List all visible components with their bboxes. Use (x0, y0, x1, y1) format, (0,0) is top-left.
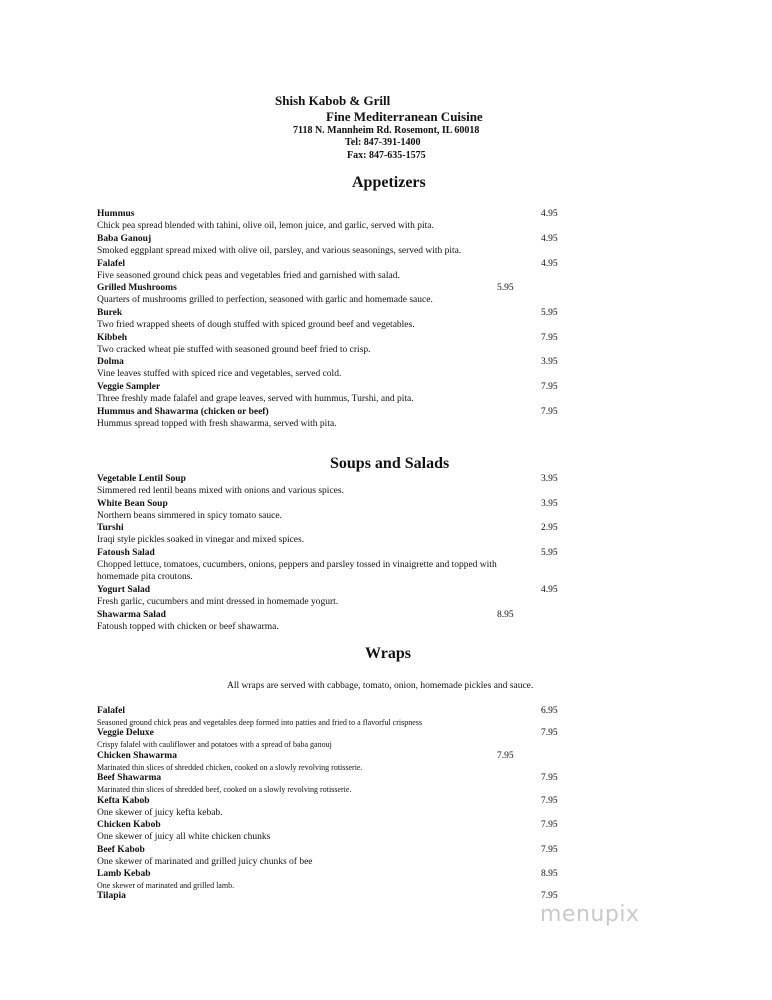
item-price: 7.95 (541, 891, 558, 901)
wraps-note: All wraps are served with cabbage, tomato, onion, homemade pickles and sauce. (227, 681, 534, 691)
item-description: Fresh garlic, cucumbers and mint dressed in homemade yogurt. (97, 597, 339, 607)
menu-item (97, 819, 560, 843)
item-price: 6.95 (541, 706, 558, 716)
item-description: Two cracked wheat pie stuffed with seasoned ground beef fried to crisp. (97, 345, 371, 355)
item-description: Seasoned ground chick peas and vegetables deep formed into patties and fried to a flavorful crispness (97, 718, 423, 727)
item-description: One skewer of juicy all white chicken chunks (97, 832, 271, 842)
item-name: Fatoush Salad (97, 548, 155, 558)
item-name: Hummus and Shawarma (chicken or beef) (97, 407, 269, 417)
item-description: One skewer of marinated and grilled lamb. (97, 881, 235, 890)
menu-item (97, 844, 560, 868)
section-title-appetizers: Appetizers (352, 174, 426, 191)
item-price: 4.95 (541, 234, 558, 244)
item-description: Iraqi style pickles soaked in vinegar and mixed spices. (97, 535, 305, 545)
menu-item (97, 727, 560, 750)
restaurant-tagline: Fine Mediterranean Cuisine (326, 109, 483, 124)
section-title-soups-salads: Soups and Salads (330, 455, 450, 472)
item-description: Fatoush topped with chicken or beef shawarma. (97, 622, 279, 632)
item-name: Beef Shawarma (97, 773, 162, 783)
item-price: 5.95 (541, 548, 558, 558)
item-name: Chicken Kabob (97, 820, 161, 830)
menu-item (97, 750, 560, 773)
item-name: Chicken Shawarma (97, 751, 177, 761)
item-name: Baba Ganouj (97, 234, 152, 244)
menu-item (97, 584, 560, 608)
item-description: Simmered red lentil beans mixed with onions and various spices. (97, 486, 344, 496)
item-price: 4.95 (541, 209, 558, 219)
item-price: 5.95 (497, 283, 514, 293)
menu-item (97, 868, 560, 891)
item-name: Lamb Kebab (97, 869, 151, 879)
item-price: 4.95 (541, 585, 558, 595)
menu-item (97, 522, 560, 546)
item-name: Kibbeh (97, 333, 128, 343)
item-description: Marinated thin slices of shredded chicken, cooked on a slowly revolving rotisserie. (97, 763, 363, 772)
item-name: Hummus (97, 209, 135, 219)
item-name: Tilapia (97, 891, 126, 901)
item-name: Turshi (97, 523, 124, 533)
item-description: One skewer of marinated and grilled juicy chunks of bee (97, 857, 313, 867)
menu-item (97, 772, 560, 795)
item-price: 7.95 (541, 382, 558, 392)
item-description: Three freshly made falafel and grape leaves, served with hummus, Turshi, and pita. (97, 394, 414, 404)
item-name: Beef Kabob (97, 845, 145, 855)
item-price: 8.95 (497, 610, 514, 620)
item-description: Vine leaves stuffed with spiced rice and vegetables, served cold. (97, 369, 342, 379)
menu-item (97, 498, 560, 522)
section-title-wraps: Wraps (365, 645, 411, 662)
item-price: 7.95 (541, 773, 558, 783)
menu-item (97, 233, 560, 257)
menu-item (97, 609, 560, 633)
menu-item (97, 473, 560, 497)
menu-item (97, 547, 560, 583)
item-price: 7.95 (541, 796, 558, 806)
item-name: Vegetable Lentil Soup (97, 474, 186, 484)
item-price: 7.95 (541, 820, 558, 830)
menu-item (97, 890, 560, 902)
item-description: Five seasoned ground chick peas and vegetables fried and garnished with salad. (97, 271, 400, 281)
item-name: Burek (97, 308, 123, 318)
menu-item (97, 705, 560, 728)
item-description: Two fried wrapped sheets of dough stuffed with spiced ground beef and vegetables. (97, 320, 415, 330)
menu-item (97, 381, 560, 405)
item-name: Falafel (97, 706, 125, 716)
restaurant-name: Shish Kabob & Grill (275, 93, 391, 108)
item-price: 3.95 (541, 357, 558, 367)
item-description: Quarters of mushrooms grilled to perfection, seasoned with garlic and homemade sauce. (97, 295, 433, 305)
item-name: Kefta Kabob (97, 796, 150, 806)
item-price: 7.95 (541, 728, 558, 738)
item-price: 7.95 (541, 407, 558, 417)
item-description: Chick pea spread blended with tahini, olive oil, lemon juice, and garlic, served with pita. (97, 221, 434, 231)
item-description: Hummus spread topped with fresh shawarma, served with pita. (97, 419, 337, 429)
item-price: 7.95 (541, 845, 558, 855)
item-price: 4.95 (541, 259, 558, 269)
item-name: Veggie Sampler (97, 382, 161, 392)
menu-item (97, 282, 560, 306)
item-name: Grilled Mushrooms (97, 283, 177, 293)
restaurant-fax: Fax: 847-635-1575 (347, 150, 426, 161)
menu-item (97, 332, 560, 356)
item-price: 2.95 (541, 523, 558, 533)
menupix-watermark: menupix (540, 902, 640, 927)
menu-item (97, 356, 560, 380)
item-price: 7.95 (497, 751, 514, 761)
menu-item (97, 307, 560, 331)
menu-item (97, 208, 560, 232)
item-description: Smoked eggplant spread mixed with olive oil, parsley, and various seasonings, served with pita. (97, 246, 462, 256)
item-name: White Bean Soup (97, 499, 168, 509)
item-name: Yogurt Salad (97, 585, 151, 595)
item-description: Chopped lettuce, tomatoes, cucumbers, onions, peppers and parsley tossed in vinaigrette and topped with homemade pita croutons. (97, 560, 497, 582)
item-description: One skewer of juicy kefta kebab. (97, 808, 223, 818)
item-description: Crispy falafel with cauliflower and potatoes with a spread of baba ganouj (97, 740, 332, 749)
item-name: Falafel (97, 259, 125, 269)
item-description: Marinated thin slices of shredded beef, cooked on a slowly revolving rotisserie. (97, 785, 352, 794)
item-description: Northern beans simmered in spicy tomato sauce. (97, 511, 282, 521)
item-price: 5.95 (541, 308, 558, 318)
menu-item (97, 406, 560, 430)
item-price: 8.95 (541, 869, 558, 879)
menu-item (97, 795, 560, 819)
item-name: Dolma (97, 357, 124, 367)
restaurant-address: 7118 N. Mannheim Rd. Rosemont, IL 60018 (293, 125, 480, 136)
item-price: 3.95 (541, 474, 558, 484)
item-price: 7.95 (541, 333, 558, 343)
item-price: 3.95 (541, 499, 558, 509)
item-name: Veggie Deluxe (97, 728, 154, 738)
restaurant-phone: Tel: 847-391-1400 (345, 137, 421, 148)
menu-item (97, 258, 560, 282)
item-name: Shawarma Salad (97, 610, 166, 620)
